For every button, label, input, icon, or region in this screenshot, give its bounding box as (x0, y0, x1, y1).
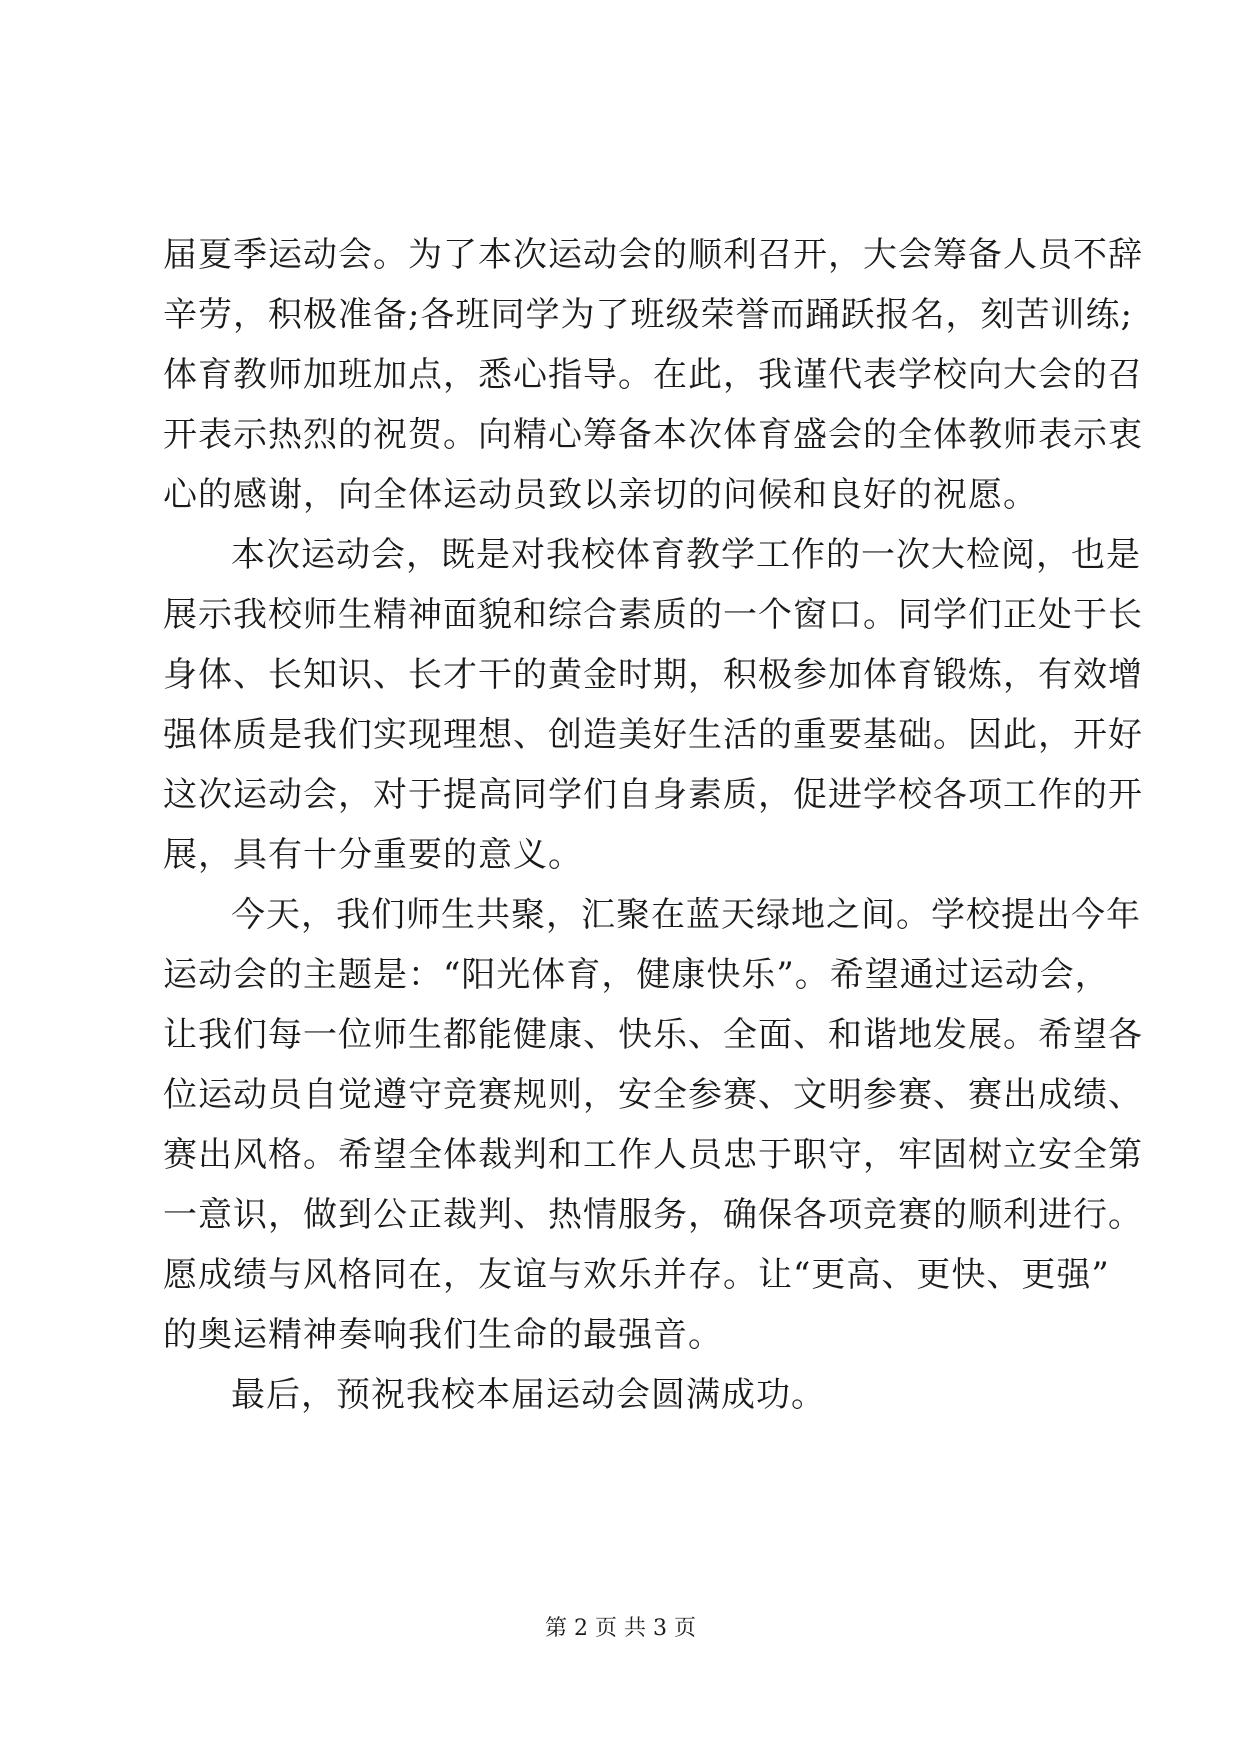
paragraph-4 (163, 1365, 1093, 1425)
document-body (163, 225, 1143, 1425)
text-line: 展，具有十分重要的意义。 (163, 835, 583, 875)
text-line: 辛劳，积极准备;各班同学为了班级荣誉而踊跃报名，刻苦训练; (163, 295, 1133, 335)
text-line-first: 今天，我们师生共聚，汇聚在蓝天绿地之间。学校提出今年 (231, 895, 1141, 935)
page-number-footer: 第 2 页 共 3 页 (545, 1616, 696, 1641)
text-line-first: 最后，预祝我校本届运动会圆满成功。 (231, 1375, 826, 1415)
paragraph-2 (163, 525, 1143, 885)
text-line-first: 本次运动会，既是对我校体育教学工作的一次大检阅，也是 (231, 535, 1141, 575)
text-line: 让我们每一位师生都能健康、快乐、全面、和谐地发展。希望各 (163, 1015, 1143, 1055)
text-line: 体育教师加班加点，悉心指导。在此，我谨代表学校向大会的召 (163, 355, 1143, 395)
text-line: 展示我校师生精神面貌和综合素质的一个窗口。同学们正处于长 (163, 595, 1143, 635)
text-line: 运动会的主题是：“阳光体育，健康快乐”。希望通过运动会， (163, 955, 1110, 995)
text-line: 届夏季运动会。为了本次运动会的顺利召开，大会筹备人员不辞 (163, 235, 1143, 275)
text-line: 身体、长知识、长才干的黄金时期，积极参加体育锻炼，有效增 (163, 655, 1143, 695)
text-line: 强体质是我们实现理想、创造美好生活的重要基础。因此，开好 (163, 715, 1143, 755)
text-line: 心的感谢，向全体运动员致以亲切的问候和良好的祝愿。 (163, 475, 1038, 515)
text-line: 位运动员自觉遵守竞赛规则，安全参赛、文明参赛、赛出成绩、 (163, 1075, 1143, 1115)
text-line: 这次运动会，对于提高同学们自身素质，促进学校各项工作的开 (163, 775, 1143, 815)
paragraph-1 (163, 225, 1143, 525)
text-line: 愿成绩与风格同在，友谊与欢乐并存。让“更高、更快、更强” (163, 1255, 1110, 1295)
text-line: 赛出风格。希望全体裁判和工作人员忠于职守，牢固树立安全第 (163, 1135, 1143, 1175)
text-line: 的奥运精神奏响我们生命的最强音。 (163, 1315, 723, 1355)
paragraph-3 (163, 885, 1143, 1365)
text-line: 开表示热烈的祝贺。向精心筹备本次体育盛会的全体教师表示衷 (163, 415, 1143, 455)
text-line: 一意识，做到公正裁判、热情服务，确保各项竞赛的顺利进行。 (163, 1195, 1143, 1235)
